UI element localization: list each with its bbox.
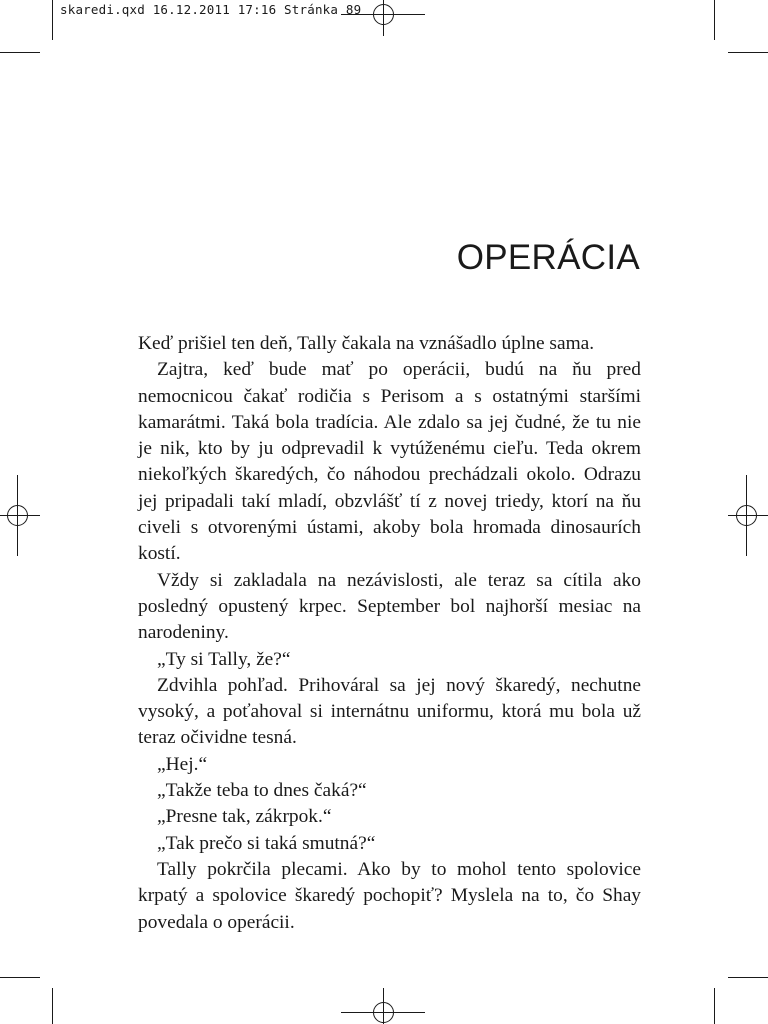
dialogue-line: „Ty si Tally, že?“ (157, 648, 291, 670)
paragraph: Vždy si zakladala na nezávislosti, ale teraz sa cítila ako posledný opustený krpec. September bol najhorší mesiac na narodeniny. (138, 569, 641, 644)
dialogue-line: „Presne tak, zákrpok.“ (157, 806, 332, 828)
registration-mark-right (728, 475, 768, 556)
paragraph: Zajtra, keď bude mať po operácii, budú na ňu pred nemocnicou čakať rodičia s Perisom a s ostatnými staršími kamarátmi. Taká bola tradícia. Ale zdalo sa jej čudné, že tu nie je nik, kto by ju odprevadil k vytúženému cieľu. Teda okrem niekoľkých škaredých, čo náhodou prechádzali okolo. Odrazu jej pripadali takí mladí, obzvlášť tí z novej triedy, ktorí na ňu civeli s otvorenými ústami, akoby bola hromada dinosaurích kostí. (138, 359, 641, 565)
dialogue-line: „Tak prečo si taká smutná?“ (157, 832, 376, 854)
paragraph: Tally pokrčila plecami. Ako by to mohol tento spolovice krpatý a spolovice škaredý pochopiť? Myslela na to, čo Shay povedala o operácii. (138, 858, 641, 933)
printer-slug-line: skaredi.qxd 16.12.2011 17:16 Stránka 89 (60, 2, 362, 17)
registration-mark-left (0, 475, 40, 556)
paragraph: Keď prišiel ten deň, Tally čakala na vznášadlo úplne sama. (138, 333, 595, 354)
dialogue-line: „Hej.“ (157, 753, 208, 775)
chapter-body (138, 331, 641, 936)
chapter-title: OPERÁCIA (456, 238, 640, 277)
dialogue-line: „Takže teba to dnes čaká?“ (157, 780, 367, 802)
registration-mark-bottom (341, 988, 425, 1024)
paragraph: Zdvihla pohľad. Prihováral sa jej nový škaredý, nechutne vysoký, a poťahoval si internátnu uniformu, ktorá mu bola už teraz očividne tesná. (138, 674, 641, 749)
